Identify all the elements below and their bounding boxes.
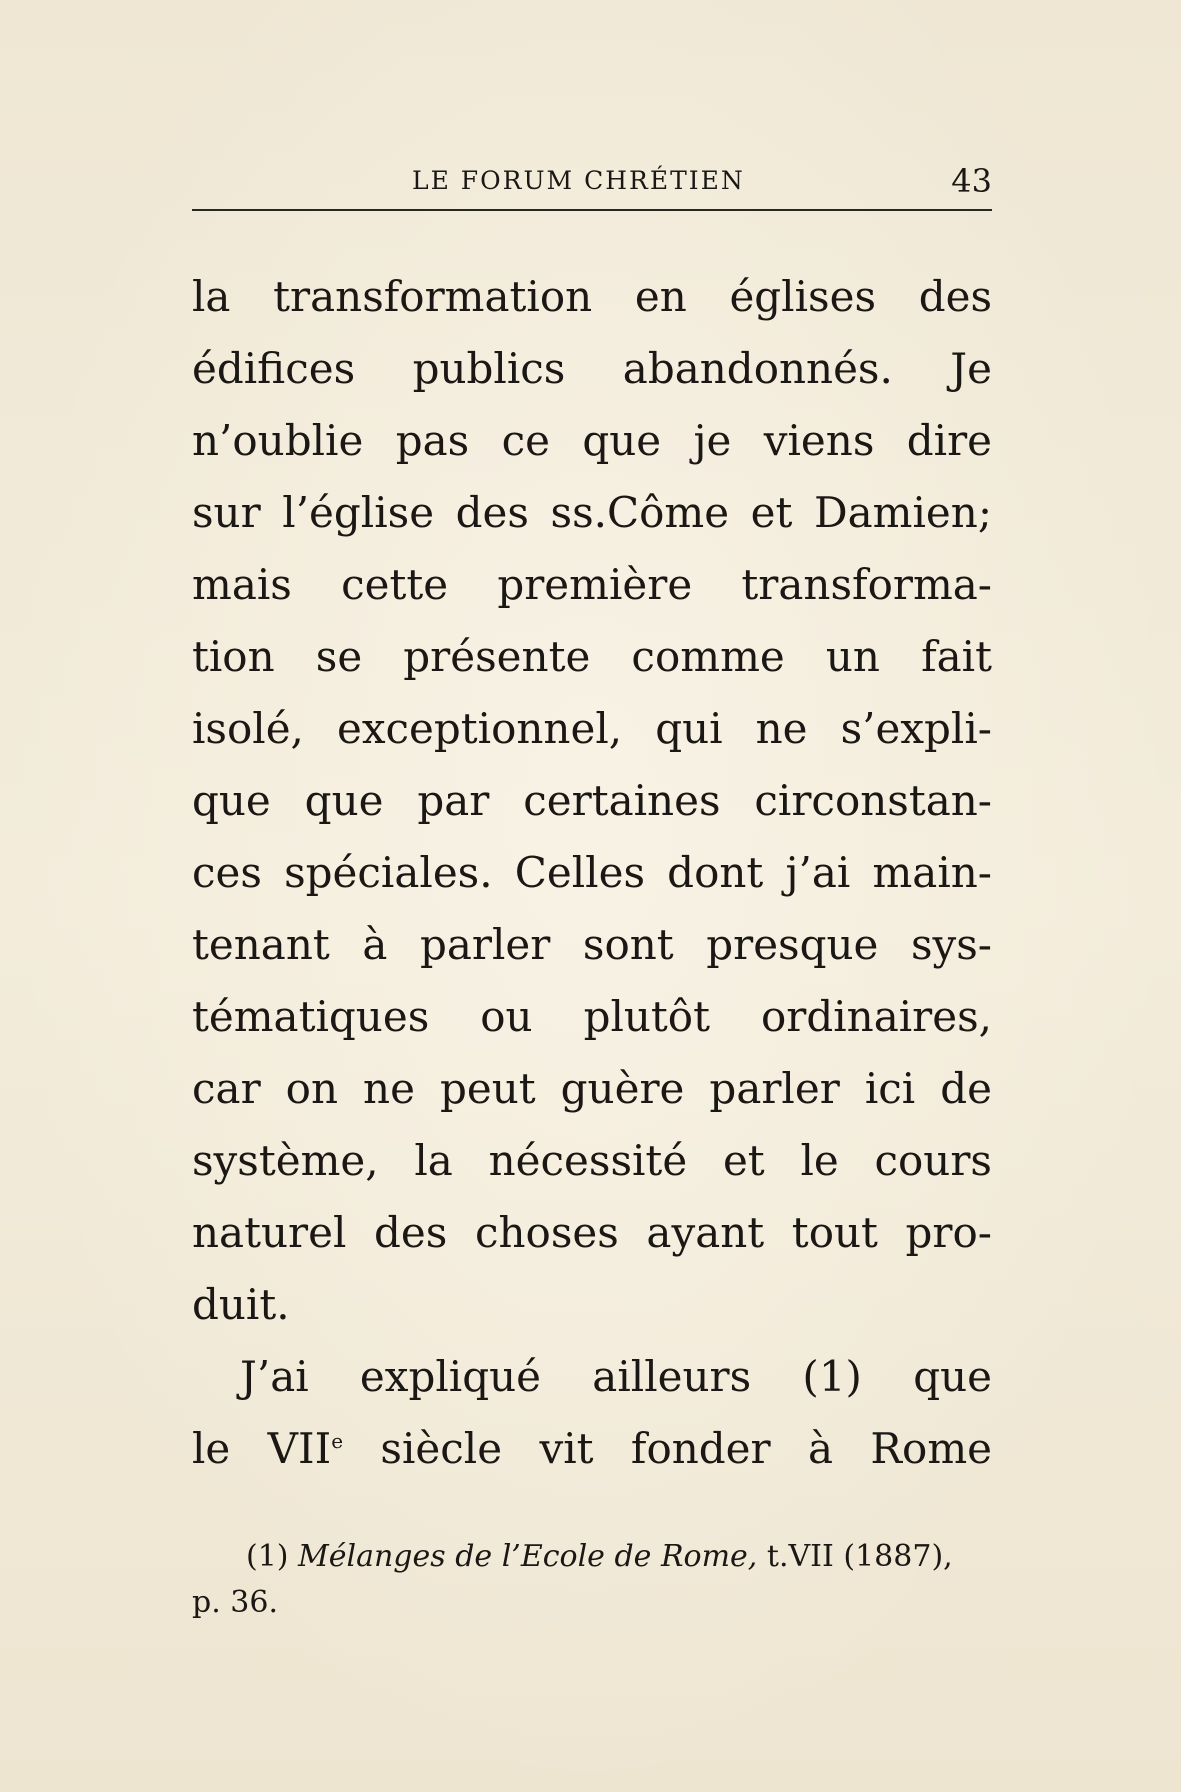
text-line: duit. <box>192 1280 290 1329</box>
text-line: la transformation en églises des <box>192 272 992 321</box>
text-line: n’oublie pas ce que je viens dire <box>192 416 992 465</box>
footnote-line-2: p. 36. <box>192 1585 278 1620</box>
footnote-marker: (1) <box>246 1539 299 1574</box>
text-line: système, la nécessité et le cours <box>192 1136 992 1185</box>
text-line: mais cette première transforma- <box>192 560 992 609</box>
text-line: tématiques ou plutôt ordinaires, <box>192 992 992 1041</box>
footnote-title: Mélanges de l’Ecole de Rome, <box>298 1539 758 1574</box>
century-superscript: e <box>331 1429 344 1453</box>
text-line: isolé, exceptionnel, qui ne s’expli- <box>192 704 992 753</box>
text-line: ces spéciales. Celles dont j’ai main- <box>192 848 992 897</box>
page-number: 43 <box>951 162 992 200</box>
page-header <box>192 162 992 202</box>
paragraph-2-line-1: J’ai expliqué ailleurs (1) que <box>240 1352 992 1401</box>
text-line: édifices publics abandonnés. Je <box>192 344 992 393</box>
line-start: le VII <box>192 1424 332 1473</box>
text-line: tion se présente comme un fait <box>192 632 992 681</box>
text-line: que que par certaines circonstan- <box>192 776 992 825</box>
paragraph-2-line-2 <box>192 1413 992 1485</box>
text-line: tenant à parler sont presque sys- <box>192 920 992 969</box>
footnote <box>192 1534 992 1626</box>
running-title: LE FORUM CHRÉTIEN <box>412 166 745 195</box>
text-line: sur l’église des ss.Côme et Damien; <box>192 488 992 537</box>
header-rule <box>192 209 992 211</box>
footnote-reference: t.VII (1887), <box>757 1539 953 1574</box>
text-line: car on ne peut guère parler ici de <box>192 1064 992 1113</box>
body-text <box>192 261 992 1485</box>
text-line: naturel des choses ayant tout pro- <box>192 1208 992 1257</box>
footnote-line-1 <box>192 1534 992 1580</box>
line-end: siècle vit fonder à Rome <box>343 1424 993 1473</box>
